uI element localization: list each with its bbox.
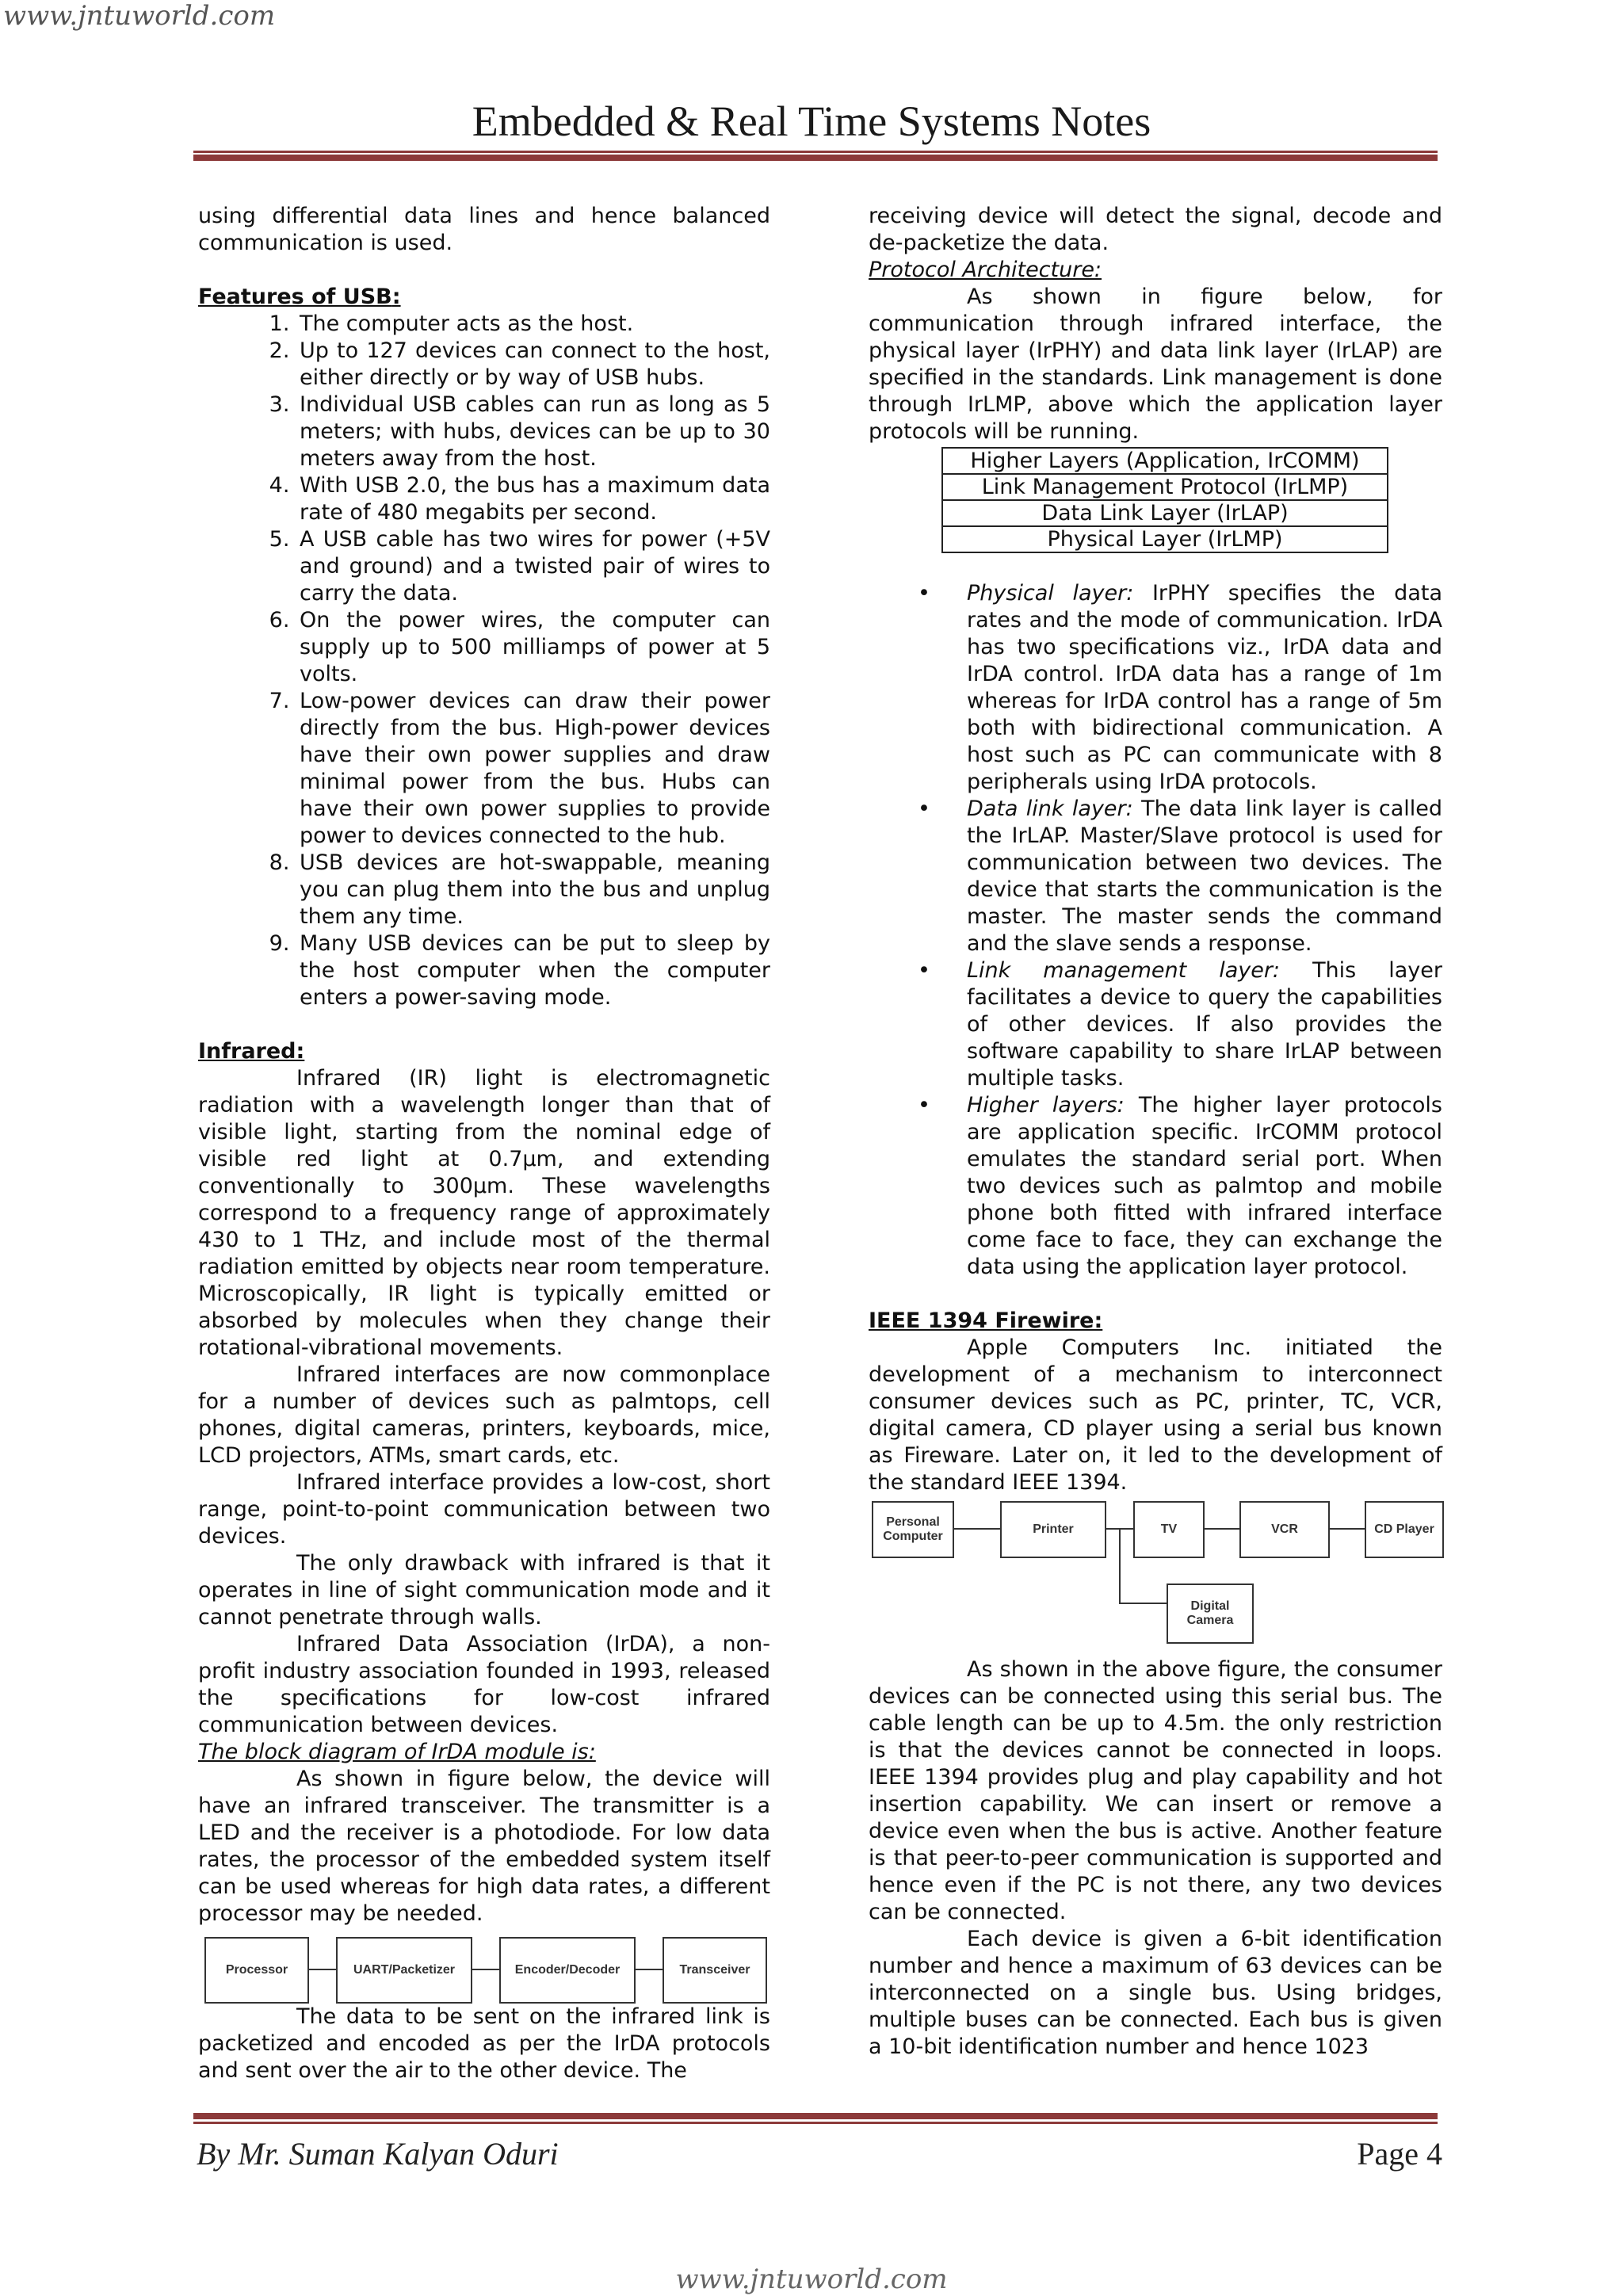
encoder-decoder-block: Encoder/Decoder <box>499 1937 636 2004</box>
ir-paragraph-5: Infrared Data Association (IrDA), a non-profit industry association founded in 1993, released the specifications for low-cost infrared communication between devices. <box>198 1632 770 1737</box>
infrared-heading-text: Infrared <box>198 1039 296 1064</box>
list-item: 6. On the power wires, the computer can supply up to 500 milliamps of power at 5 volts. <box>296 607 770 688</box>
watermark-bottom: www.jntuworld.com <box>675 2264 948 2295</box>
branch-line <box>1119 1528 1121 1604</box>
bullet-term: Link management layer: <box>967 958 1281 983</box>
tv-block: TV <box>1133 1501 1205 1558</box>
bullet-text: This layer facilitates a device to query the capabilities of other devices. If also provides the software capability to share IrLAP between multiple tasks. <box>967 958 1442 1091</box>
list-item <box>967 580 1442 796</box>
layer-cell: Data Link Layer (IrLAP) <box>942 500 1388 526</box>
protocol-paragraph: As shown in figure below, for communication through infrared interface, the physical layer (IrPHY) and data link layer (IrLAP) are specified in the standards. Link management is done through IrLMP, above which the application layer protocols will be running. <box>869 285 1442 444</box>
ir-paragraph-1: Infrared (IR) light is electromagnetic radiation with a wavelength longer than that of visible light, starting from the nominal edge of visible red light at 0.7µm, and extending conventionally to 300µm. These wavelengths correspond to a frequency range of approximately 430 to 1 THz, and include most of the thermal radiation emitted by objects near room temperature. Microscopically, IR light is typically emitted or absorbed by molecules when they change their rotational-vibrational movements. <box>198 1066 770 1360</box>
firewire-heading-text: IEEE 1394 Firewire <box>869 1308 1094 1333</box>
transceiver-block: Transceiver <box>663 1937 767 2004</box>
connector <box>634 1969 663 1970</box>
usb-features-list <box>198 311 770 1011</box>
ir-paragraph-6: The data to be sent on the infrared link is packetized and encoded as per the IrDA protocols and sent over the air to the other device. The <box>198 2004 770 2083</box>
watermark-top: www.jntuworld.com <box>3 0 276 32</box>
ir-paragraph-2: Infrared interfaces are now commonplace for a number of devices such as palmtops, cell phones, digital cameras, printers, keyboards, mice, LCD projectors, ATMs, smart cards, etc. <box>198 1362 770 1468</box>
footer-rule-thin <box>193 2122 1438 2124</box>
bullet-term: Data link layer: <box>967 797 1133 821</box>
bullet-text: The higher layer protocols are application specific. IrCOMM protocol emulates the standard serial port. When two devices such as palmtop and mobile phone both fitted with infrared interface come face to face, they can exchange the data using the application layer protocol. <box>967 1093 1442 1279</box>
header-rule-thick <box>193 155 1438 161</box>
protocol-heading: Protocol Architecture: <box>869 258 1102 282</box>
list-item: 4. With USB 2.0, the bus has a maximum data rate of 480 megabits per second. <box>296 472 770 526</box>
list-item: 3. Individual USB cables can run as long as 5 meters; with hubs, devices can be up to 30 meters away from the host. <box>296 392 770 472</box>
list-item <box>967 796 1442 957</box>
bullet-text: The data link layer is called the IrLAP. Master/Slave protocol is used for communication between two devices. The device that starts the communication is the master. The master sends the command and the slave sends a response. <box>967 797 1442 956</box>
infrared-heading: Infrared: <box>198 1039 305 1064</box>
list-item: 5. A USB cable has two wires for power (+5V and ground) and a twisted pair of wires to carry the data. <box>296 526 770 607</box>
uart-packetizer-block: UART/Packetizer <box>336 1937 472 2004</box>
left-column <box>198 203 770 2084</box>
list-item <box>967 957 1442 1092</box>
layer-cell: Higher Layers (Application, IrCOMM) <box>942 448 1388 474</box>
digital-camera-block: Digital Camera <box>1167 1584 1254 1644</box>
right-column <box>869 203 1442 2061</box>
bullet-term: Physical layer: <box>967 581 1134 606</box>
table-row <box>942 526 1388 552</box>
right-intro-paragraph: receiving device will detect the signal, decode and de-packetize the data. <box>869 204 1442 255</box>
irda-block-paragraph: As shown in figure below, the device will have an infrared transceiver. The transmitter is a LED and the receiver is a photodiode. For low data rates, the processor of the embedded system itself can be used whereas for high data rates, a different processor may be needed. <box>198 1767 770 1926</box>
vcr-block: VCR <box>1239 1501 1330 1558</box>
ir-paragraph-3: Infrared interface provides a low-cost, short range, point-to-point communication between two devices. <box>198 1470 770 1549</box>
irda-block-heading: The block diagram of IrDA module is: <box>198 1740 596 1764</box>
list-item: 8. USB devices are hot-swappable, meaning you can plug them into the bus and unplug them any time. <box>296 850 770 930</box>
connector <box>471 1969 499 1970</box>
irda-block-diagram <box>198 1931 770 2004</box>
firewire-heading: IEEE 1394 Firewire: <box>869 1308 1103 1333</box>
processor-block: Processor <box>204 1937 309 2004</box>
cd-player-block: CD Player <box>1365 1501 1444 1558</box>
table-row <box>942 500 1388 526</box>
list-item: 7. Low-power devices can draw their power directly from the bus. High-power devices have their own power supplies and draw minimal power from the bus. Hubs can have their own power supplies to provide power to devices connected to the hub. <box>296 688 770 850</box>
firewire-diagram <box>869 1501 1442 1656</box>
printer-block: Printer <box>1000 1501 1106 1558</box>
usb-heading: Features of USB: <box>198 285 401 309</box>
page-number: Page 4 <box>1357 2136 1442 2172</box>
firewire-paragraph-1: Apple Computers Inc. initiated the development of a mechanism to interconnect consumer devices such as PC, printer, TC, VCR, digital camera, CD player using a serial bus known as Fireware. Later on, it led to the development of the standard IEEE 1394. <box>869 1335 1442 1495</box>
layers-table <box>941 447 1388 553</box>
personal-computer-block: Personal Computer <box>872 1501 954 1558</box>
connector <box>307 1969 336 1970</box>
bullet-term: Higher layers: <box>967 1093 1125 1117</box>
layer-cell: Physical Layer (IrLMP) <box>942 526 1388 552</box>
list-item: 1. The computer acts as the host. <box>296 311 770 338</box>
list-item: 2. Up to 127 devices can connect to the host, either directly or by way of USB hubs. <box>296 338 770 392</box>
table-row <box>942 474 1388 500</box>
footer-author: By Mr. Suman Kalyan Oduri <box>197 2136 559 2172</box>
layer-cell: Link Management Protocol (IrLMP) <box>942 474 1388 500</box>
header-rule-thin <box>193 151 1438 153</box>
branch-line <box>1119 1603 1167 1604</box>
layers-bullet-list <box>869 580 1442 1281</box>
usb-heading-text: Features of USB <box>198 285 392 309</box>
firewire-paragraph-3: Each device is given a 6-bit identification number and hence a maximum of 63 devices can be interconnected on a single bus. Using bridges, multiple buses can be connected. Each bus is given a 10-bit identification number and hence 1023 <box>869 1927 1442 2059</box>
page-title: Embedded & Real Time Systems Notes <box>472 97 1151 145</box>
table-row <box>942 448 1388 474</box>
bullet-text: IrPHY specifies the data rates and the mode of communication. IrDA has two specifications viz., IrDA data and IrDA control. IrDA data has a range of 1m whereas for IrDA control has a range of 5m both with bidirectional communication. A host such as PC can communicate with 8 peripherals using IrDA protocols. <box>967 581 1442 794</box>
ir-paragraph-4: The only drawback with infrared is that it operates in line of sight communication mode and it cannot penetrate through walls. <box>198 1551 770 1629</box>
footer-rule-thick <box>193 2113 1438 2119</box>
firewire-paragraph-2: As shown in the above figure, the consumer devices can be connected using this serial bus. The cable length can be up to 4.5m. the only restriction is that the devices cannot be connected in loops. IEEE 1394 provides plug and play capability and hot insertion capability. We can insert or remove a device even when the bus is active. Another feature is that peer-to-peer communication is supported and hence even if the PC is not there, any two devices can be connected. <box>869 1657 1442 1924</box>
intro-paragraph: using differential data lines and hence balanced communication is used. <box>198 204 770 255</box>
list-item: 9. Many USB devices can be put to sleep by the host computer when the computer enters a power-saving mode. <box>296 930 770 1011</box>
list-item <box>967 1092 1442 1281</box>
